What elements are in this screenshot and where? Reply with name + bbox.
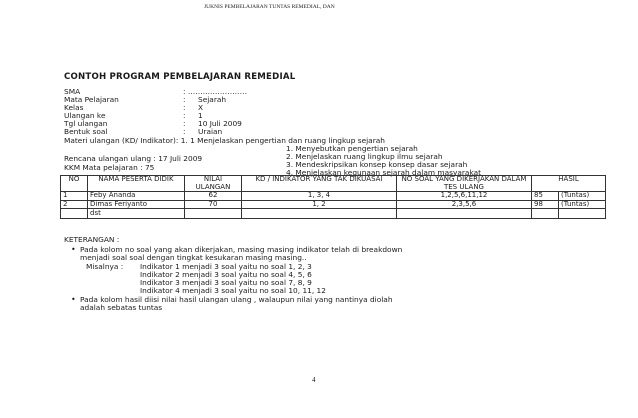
cell-kd: 1, 3, 4 <box>242 192 397 201</box>
col-header-soal: NO SOAL YANG DIKERJAKAN DALAM TES ULANG <box>397 176 532 192</box>
table-row <box>61 192 606 201</box>
cell-hasil <box>532 209 559 219</box>
info-value: 1 <box>198 111 203 120</box>
info-value: 10 Juli 2009 <box>198 119 242 128</box>
bullet-text: Pada kolom no soal yang akan dikerjakan, masing masing indikator telah di breakdown <box>80 245 403 254</box>
bullet-icon: • <box>71 295 76 304</box>
example-line: Indikator 2 menjadi 3 soal yaitu no soal 4, 5, 6 <box>140 270 312 279</box>
bullet-icon: • <box>71 245 76 254</box>
indicator-item: 3. Mendeskripsikan konsep konsep dasar sejarah <box>286 160 468 169</box>
cell-nama: Feby Ananda <box>88 192 185 201</box>
col-header-hasil: HASIL <box>532 176 606 192</box>
cell-hasil-ket: (Tuntas) <box>559 200 606 209</box>
cell-kd <box>242 209 397 219</box>
indicator-item: 4. Menjelaskan kegunaan sejarah dalam masyarakat <box>286 168 482 177</box>
bullet-continuation: adalah sebatas tuntas <box>80 303 163 312</box>
cell-kd: 1, 2 <box>242 200 397 209</box>
cell-soal: 2,3,5,6 <box>397 200 532 209</box>
table-row <box>61 209 606 219</box>
cell-no <box>61 209 88 219</box>
cell-nama: Dimas Feriyanto <box>88 200 185 209</box>
col-header-nilai: NILAI ULANGAN <box>185 176 242 192</box>
cell-nilai: 70 <box>185 200 242 209</box>
indicator-item: 2. Menjelaskan ruang lingkup ilmu sejarah <box>286 152 443 161</box>
kkm-line: KKM Mata pelajaran : 75 <box>64 163 155 172</box>
example-line: Indikator 1 menjadi 3 soal yaitu no soal 1, 2, 3 <box>140 262 312 271</box>
cell-nilai: 62 <box>185 192 242 201</box>
cell-hasil: 85 <box>532 192 559 201</box>
cell-nilai <box>185 209 242 219</box>
rencana-line: Rencana ulangan ulang : 17 Juli 2009 <box>64 154 203 163</box>
info-row <box>64 96 364 104</box>
scanned-document <box>58 72 628 312</box>
info-row <box>64 104 364 112</box>
cell-no: 1 <box>61 192 88 201</box>
page-number: 4 <box>312 376 316 384</box>
cell-nama: dst <box>88 209 185 219</box>
example-line: Indikator 3 menjadi 3 soal yaitu no soal 7, 8, 9 <box>140 278 312 287</box>
info-colon: : <box>183 103 186 112</box>
info-value: X <box>198 103 204 112</box>
misalnya-label: Misalnya : <box>86 262 124 271</box>
cell-hasil: 98 <box>532 200 559 209</box>
info-value: Uraian <box>198 127 223 136</box>
info-label: Tgl ulangan <box>64 119 108 128</box>
col-header-nama: NAMA PESERTA DIDIK <box>88 176 185 192</box>
col-header-kd: KD / INDIKATOR YANG TAK DIKUASAI <box>242 176 397 192</box>
remedial-table <box>60 175 606 219</box>
cell-no: 2 <box>61 200 88 209</box>
cell-soal: 1,2,5,6,11,12 <box>397 192 532 201</box>
info-label: Ulangan ke <box>64 111 106 120</box>
running-header: JUKNIS PEMBELAJARAN TUNTAS REMEDIAL, DAN <box>204 4 335 10</box>
keterangan-heading: KETERANGAN : <box>64 235 120 244</box>
info-value: Sejarah <box>198 95 227 104</box>
info-value: : …………………… <box>183 87 247 96</box>
info-colon: : <box>183 95 186 104</box>
info-label: Bentuk soal <box>64 127 108 136</box>
info-colon: : <box>183 119 186 128</box>
document-title: CONTOH PROGRAM PEMBELAJARAN REMEDIAL <box>64 72 296 82</box>
indicator-item: 1. Menyebutkan pengertian sejarah <box>286 144 418 153</box>
info-label: SMA <box>64 87 81 96</box>
table-header-row <box>61 176 606 192</box>
bullet-continuation: menjadi soal soal dengan tingkat kesukaran masing masing.. <box>80 253 307 262</box>
col-header-no: NO <box>61 176 88 192</box>
info-colon: : <box>183 111 186 120</box>
cell-hasil-ket: (Tuntas) <box>559 192 606 201</box>
info-row <box>64 128 364 136</box>
materi-line: Materi ulangan (KD/ Indikator): 1. 1 Menjelaskan pengertian dan ruang lingkup sejarah <box>64 136 385 145</box>
cell-soal <box>397 209 532 219</box>
info-label: Kelas <box>64 103 84 112</box>
cell-hasil-ket <box>559 209 606 219</box>
table-row <box>61 200 606 209</box>
example-line: Indikator 4 menjadi 3 soal yaitu no soal 10, 11, 12 <box>140 286 326 295</box>
info-label: Mata Pelajaran <box>64 95 119 104</box>
bullet-text: Pada kolom hasil diisi nilai hasil ulangan ulang , walaupun nilai yang nantinya diolah <box>80 295 393 304</box>
info-colon: : <box>183 127 186 136</box>
